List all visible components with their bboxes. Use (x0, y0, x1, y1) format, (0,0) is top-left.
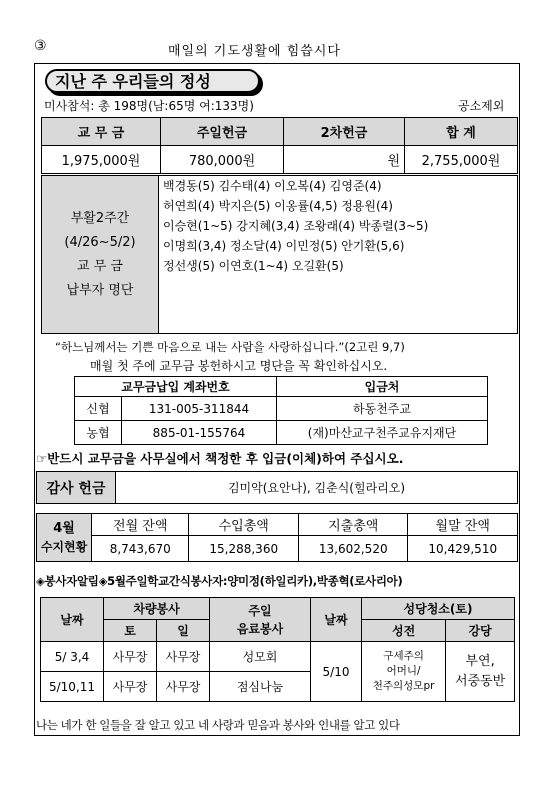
col-tithe: 교 무 금 (42, 118, 161, 146)
col-total: 합 계 (405, 118, 518, 146)
monthly-label-month: 4월 (53, 520, 75, 536)
row-date: 5/ 3,4 (41, 642, 104, 672)
page-motto: 매일의 기도생활에 힘씁시다 (168, 44, 341, 59)
row-sun: 사무장 (157, 672, 210, 702)
donor-row: 허연희(4) 박지은(5) 이옹률(4,5) 정용원(4) (163, 199, 393, 213)
clean-hall: 부연, 서중동반 (446, 642, 515, 702)
deposit-notice: ☞반드시 교무금을 사무실에서 책정한 후 입금(이체)하여 주십시오. (36, 451, 404, 466)
volunteer-heading: ◈봉사자알림◈5월주일학교간식봉사자:양미정(하일리카),박종혁(로사리아) (36, 574, 403, 588)
donor-label-line: 부활2주간 (70, 210, 130, 226)
footer-verse: 나는 네가 한 일들을 잘 알고 있고 네 사랑과 믿음과 봉사와 인내를 알고 있다 (36, 718, 400, 732)
donor-row: 정선생(5) 이연호(1~4) 오길환(5) (163, 259, 344, 273)
income-total: 15,288,360 (189, 536, 299, 562)
expense-header: 지출총액 (298, 514, 408, 536)
payee-header: 입금처 (277, 377, 488, 397)
row-sun: 사무장 (157, 642, 210, 672)
donor-names (159, 176, 518, 334)
thanks-table (36, 471, 518, 504)
offering-table (41, 117, 518, 174)
payee-name: 하동천주교 (277, 397, 488, 421)
donor-table (41, 175, 518, 334)
end-balance-header: 월말 잔액 (408, 514, 518, 536)
sat-header: 토 (104, 620, 157, 642)
row-sat: 사무장 (104, 642, 157, 672)
bank-name: 신협 (75, 397, 122, 421)
clean-sanctuary: 구세주의 어머니/ 천주의성모pr (362, 642, 446, 702)
attendance-note: 공소제외 (458, 99, 505, 113)
income-header: 수입총액 (189, 514, 299, 536)
monthly-label (37, 514, 92, 562)
row-drink: 점심나눔 (210, 672, 311, 702)
thanks-names: 김미악(요안나), 김춘식(힐라리오) (116, 472, 518, 504)
cleaning-header: 성당청소(토) (362, 598, 515, 620)
sun-header: 일 (157, 620, 210, 642)
hall-header: 강당 (446, 620, 515, 642)
account-number: 885-01-155764 (122, 421, 277, 445)
donor-row: 이승현(1~5) 강지혜(3,4) 조왕래(4) 박종렬(3~5) (163, 219, 429, 233)
row-drink: 성모회 (210, 642, 311, 672)
val-second: 원 (284, 146, 405, 174)
val-tithe: 1,975,000원 (42, 146, 161, 174)
account-header: 교무금납입 계좌번호 (75, 377, 277, 397)
offering-title: 지난 주 우리들의 정성 (45, 69, 260, 93)
volunteer-table (40, 597, 515, 702)
attendance-text: 미사참석: 총 198명(남:65명 여:133명) (44, 99, 254, 113)
vehicle-header: 차량봉사 (104, 598, 210, 620)
monthly-label-sub: 수지현황 (40, 539, 88, 554)
bank-name: 농협 (75, 421, 122, 445)
donor-row: 백경동(5) 김수태(4) 이오복(4) 김영준(4) (163, 179, 382, 193)
donor-row: 이명희(3,4) 정소달(4) 이민정(5) 안기환(5,6) (163, 239, 405, 253)
end-balance: 10,429,510 (408, 536, 518, 562)
account-table (74, 376, 488, 445)
sanctuary-header: 성전 (362, 620, 446, 642)
table-row (41, 642, 515, 672)
account-number: 131-005-311844 (122, 397, 277, 421)
clean-date: 5/10 (311, 642, 362, 702)
prev-balance: 8,743,670 (92, 536, 189, 562)
prev-balance-header: 전월 잔액 (92, 514, 189, 536)
tithe-reminder: 매월 첫 주에 교무금 봉헌하시고 명단을 꼭 확인하십시오. (90, 359, 388, 373)
scripture-quote: “하느님께서는 기쁜 마음으로 내는 사람을 사랑하십니다.”(2고린 9,7) (55, 340, 405, 354)
page-number: ③ (34, 38, 47, 54)
row-sat: 사무장 (104, 672, 157, 702)
monthly-table (36, 513, 518, 562)
thanks-label: 감사 헌금 (37, 472, 116, 504)
row-date: 5/10,11 (41, 672, 104, 702)
donor-label-line: 교 무 금 (77, 258, 123, 274)
col-sunday: 주일헌금 (161, 118, 284, 146)
val-sunday: 780,000원 (161, 146, 284, 174)
col-second: 2차헌금 (284, 118, 405, 146)
payee-name: (재)마산교구천주교유지재단 (277, 421, 488, 445)
donor-label-line: (4/26~5/2) (64, 234, 136, 250)
val-total: 2,755,000원 (405, 146, 518, 174)
date2-header: 날짜 (311, 598, 362, 642)
drink-header: 주일 음료봉사 (210, 598, 311, 642)
donor-label (42, 176, 159, 334)
date-header: 날짜 (41, 598, 104, 642)
expense-total: 13,602,520 (298, 536, 408, 562)
donor-label-line: 납부자 명단 (66, 282, 134, 298)
